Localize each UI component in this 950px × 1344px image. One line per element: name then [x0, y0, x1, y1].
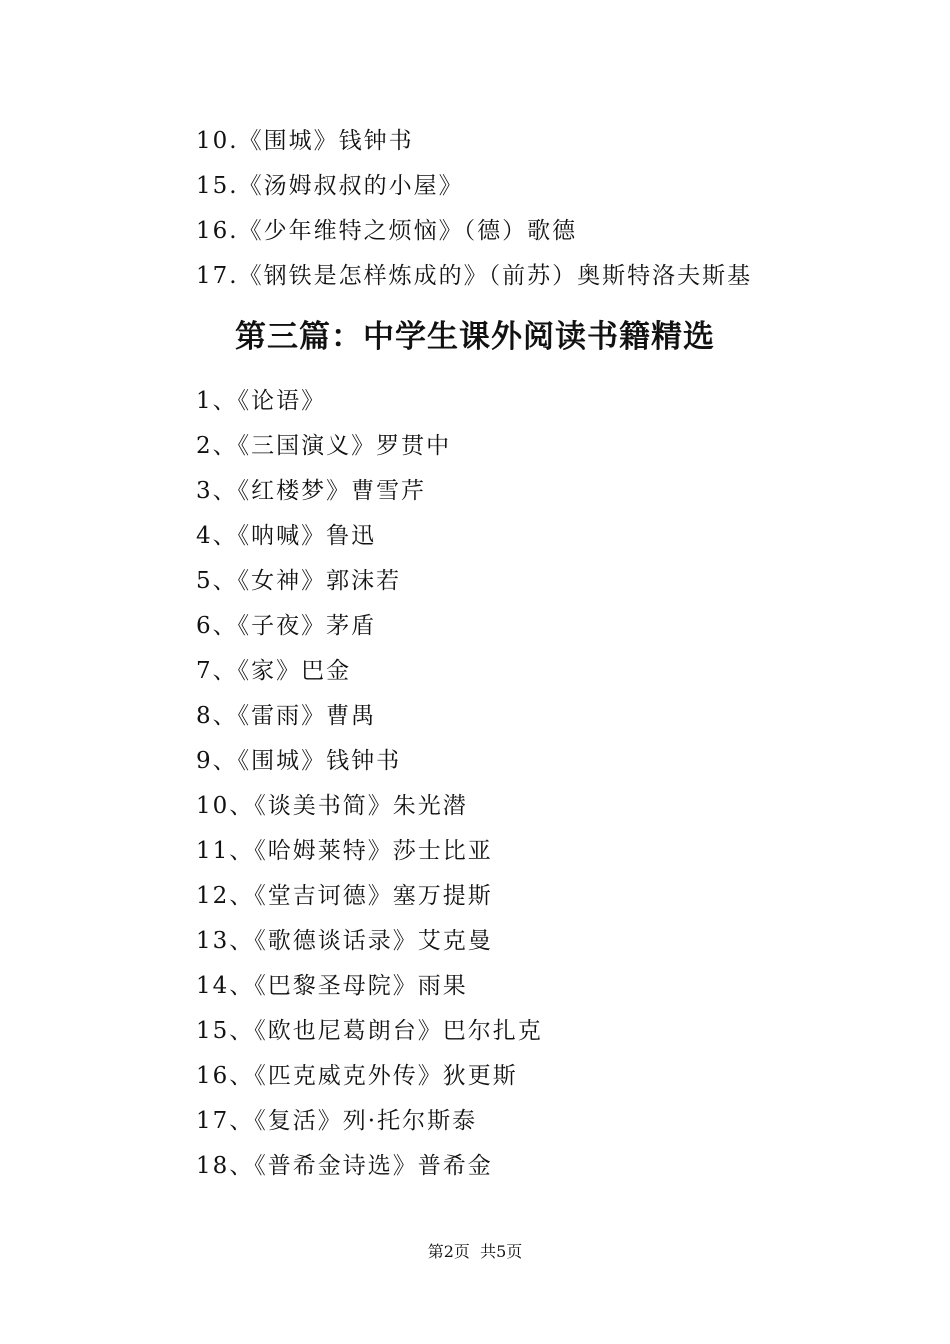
list-item: 15.《汤姆叔叔的小屋》: [196, 173, 464, 199]
section-title: 第三篇：中学生课外阅读书籍精选: [235, 319, 715, 355]
page-number-current: 第2页: [427, 1242, 470, 1261]
list-item: 7、《家》巴金: [196, 658, 352, 684]
list-item: 5、《女神》郭沫若: [196, 568, 402, 594]
list-item: 12、《堂吉诃德》塞万提斯: [196, 883, 493, 909]
page-number-total: 共5页: [480, 1242, 523, 1261]
footer-spacer: [470, 1242, 480, 1261]
list-item: 9、《围城》钱钟书: [196, 748, 402, 774]
list-item: 14、《巴黎圣母院》雨果: [196, 973, 468, 999]
list-item: 6、《子夜》茅盾: [196, 613, 377, 639]
list-item: 18、《普希金诗选》普希金: [196, 1153, 493, 1179]
list-item: 10、《谈美书简》朱光潜: [196, 793, 468, 819]
list-item: 11、《哈姆莱特》莎士比亚: [196, 838, 493, 864]
list-item: 17、《复活》列·托尔斯泰: [196, 1108, 478, 1134]
page-footer: [0, 1241, 950, 1263]
list-item: 16、《匹克威克外传》狄更斯: [196, 1063, 518, 1089]
list-item: 16.《少年维特之烦恼》（德）歌德: [196, 218, 578, 244]
list-item: 13、《歌德谈话录》艾克曼: [196, 928, 493, 954]
list-item: 10.《围城》钱钟书: [196, 128, 414, 154]
list-item: 15、《欧也尼葛朗台》巴尔扎克: [196, 1018, 543, 1044]
list-item: 1、《论语》: [196, 388, 327, 414]
list-item: 4、《呐喊》鲁迅: [196, 523, 377, 549]
top-book-list: [196, 119, 752, 299]
list-item: 17.《钢铁是怎样炼成的》（前苏）奥斯特洛夫斯基: [196, 263, 753, 289]
book-list: [196, 379, 543, 1189]
list-item: 3、《红楼梦》曹雪芹: [196, 478, 427, 504]
list-item: 2、《三国演义》罗贯中: [196, 433, 452, 459]
list-item: 8、《雷雨》曹禺: [196, 703, 377, 729]
